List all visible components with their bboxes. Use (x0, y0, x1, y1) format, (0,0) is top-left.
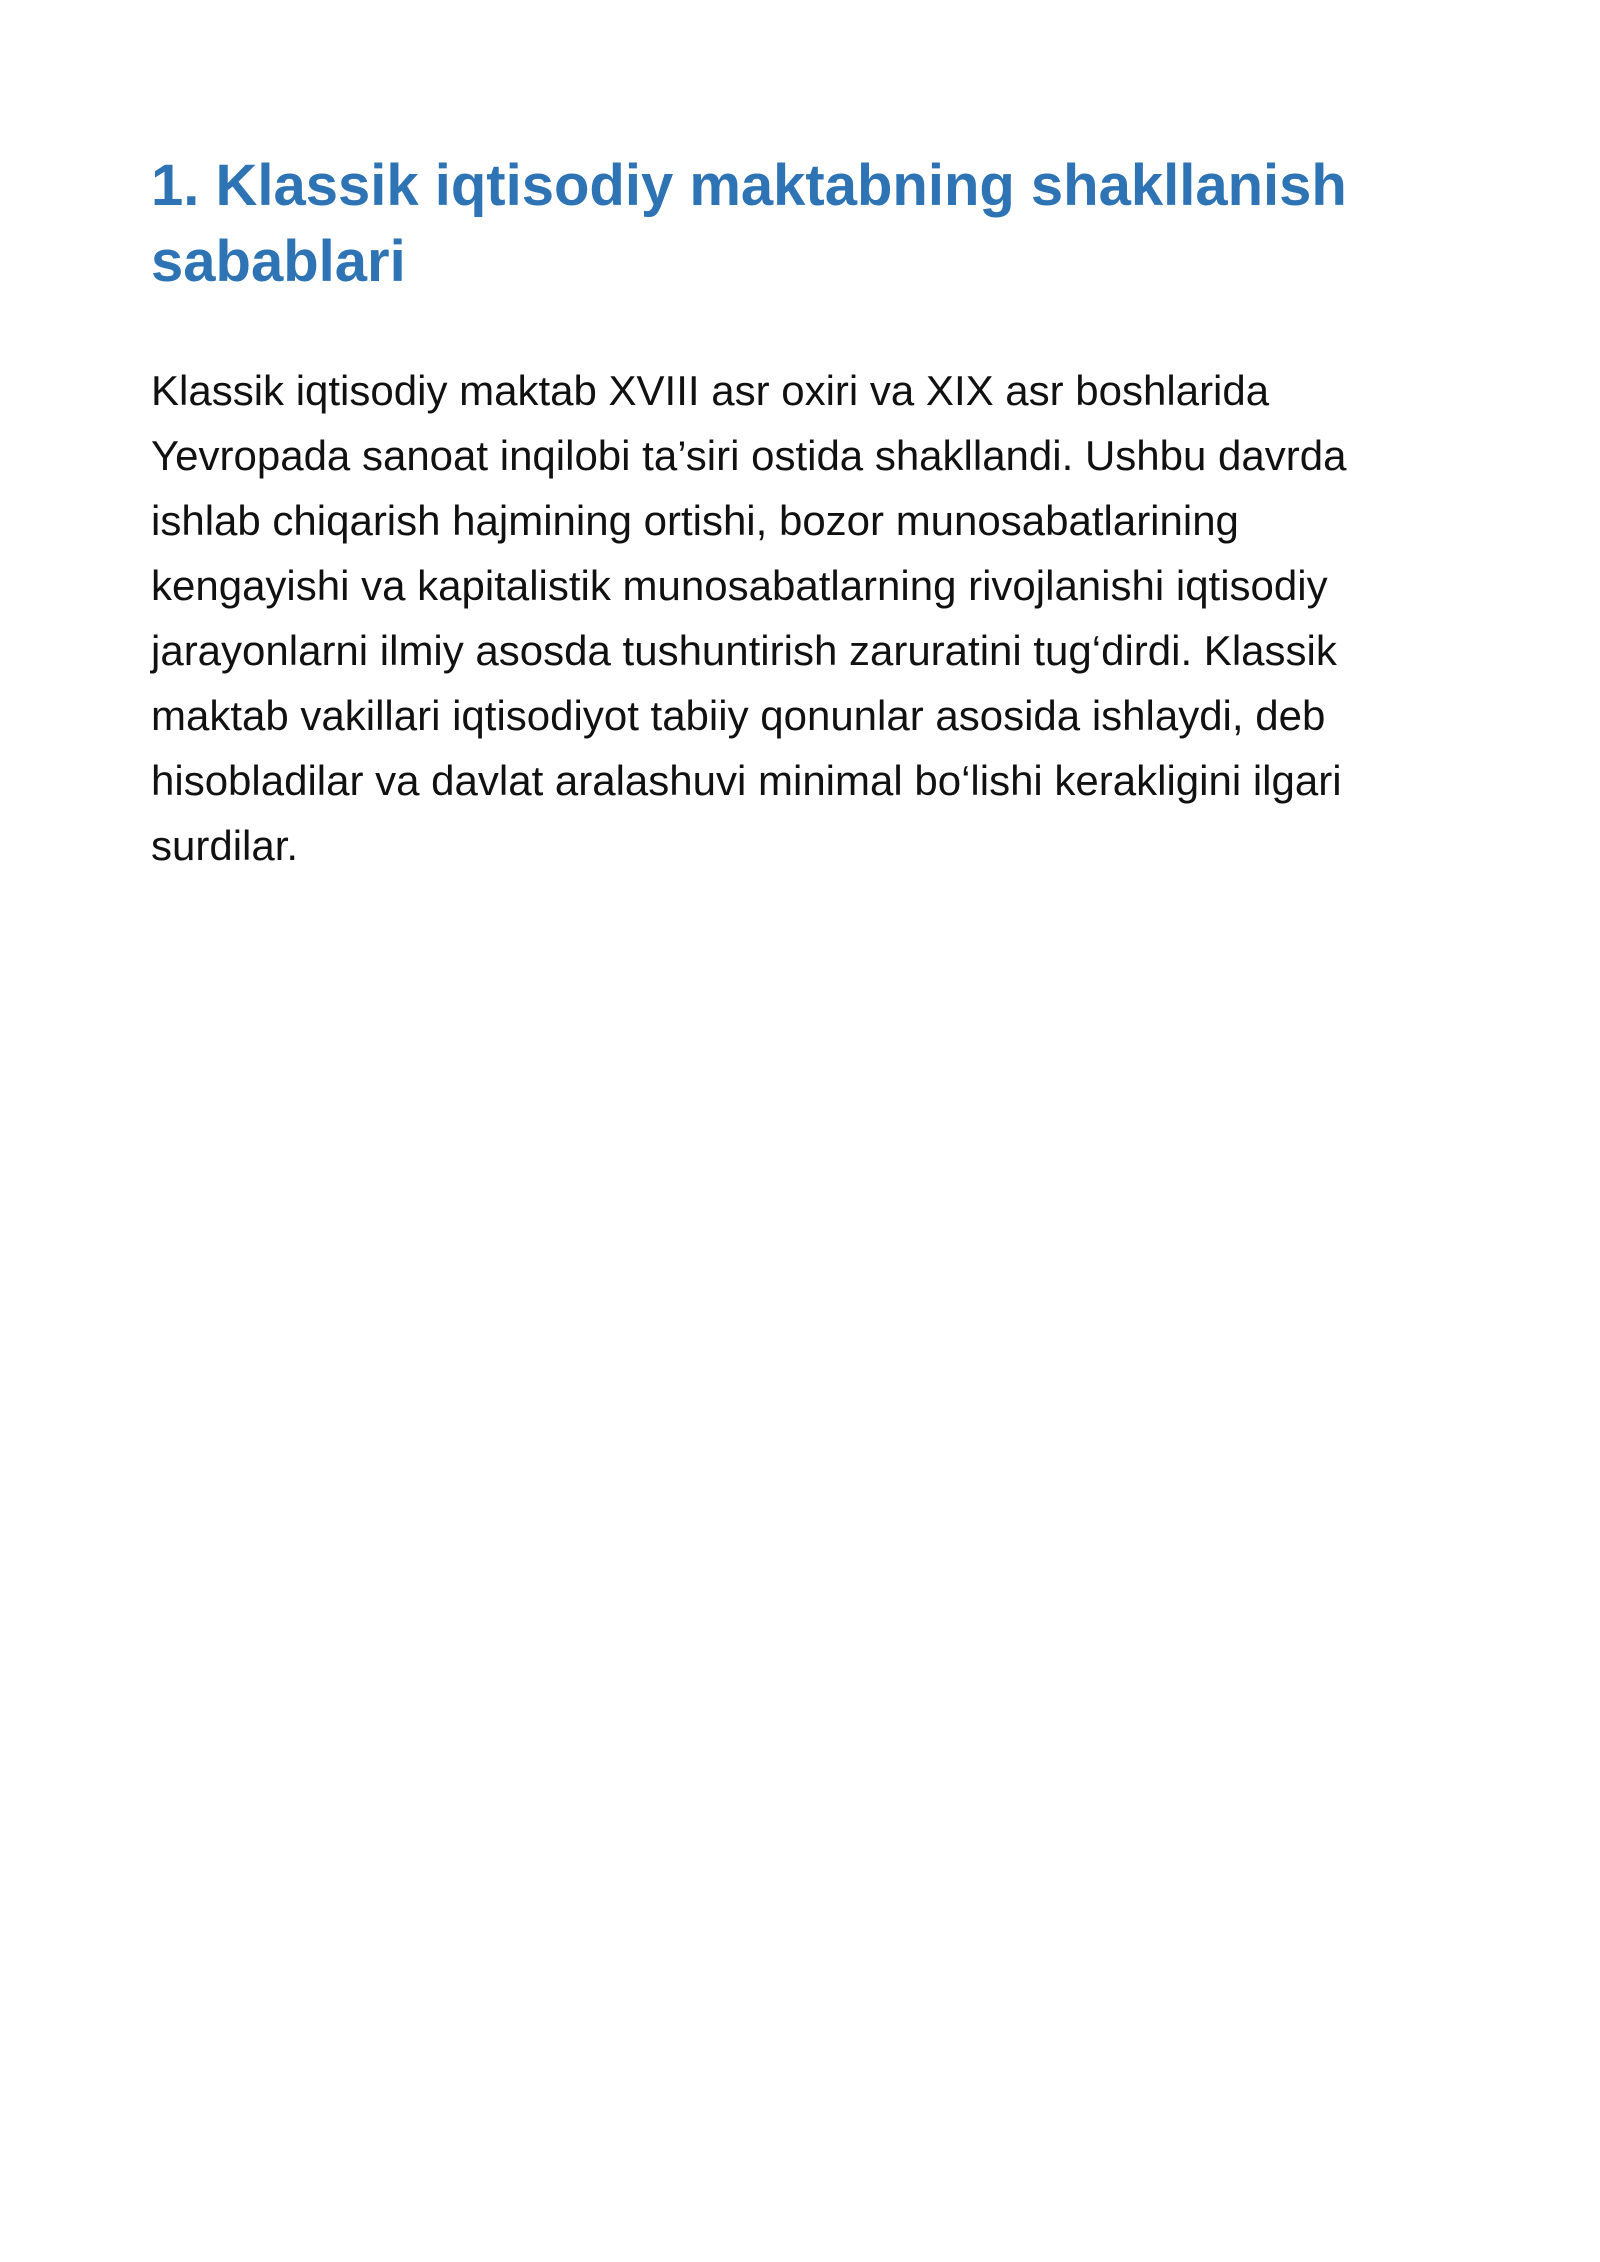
paragraph-line: ishlab chiqarish hajmining ortishi, bozor munosabatlarining (151, 497, 1239, 544)
body-paragraph (151, 358, 1451, 878)
paragraph-line: surdilar. (151, 822, 299, 869)
paragraph-line: Klassik iqtisodiy maktab XVIII asr oxiri va XIX asr boshlarida (151, 367, 1270, 414)
paragraph-line: Yevropada sanoat inqilobi ta’siri ostida shakllandi. Ushbu davrda (151, 432, 1347, 479)
paragraph-line: hisobladilar va davlat aralashuvi minimal bo‘lishi kerakligini ilgari (151, 757, 1342, 804)
section-heading (151, 148, 1451, 300)
page-content (151, 148, 1451, 878)
paragraph-line: jarayonlarni ilmiy asosda tushuntirish zaruratini tug‘dirdi. Klassik (151, 627, 1337, 674)
heading-line-1: 1. Klassik iqtisodiy maktabning shakllanish (151, 153, 1347, 218)
paragraph-line: maktab vakillari iqtisodiyot tabiiy qonunlar asosida ishlaydi, deb (151, 692, 1326, 739)
paragraph-line: kengayishi va kapitalistik munosabatlarning rivojlanishi iqtisodiy (151, 562, 1328, 609)
heading-line-2: sabablari (151, 229, 406, 294)
